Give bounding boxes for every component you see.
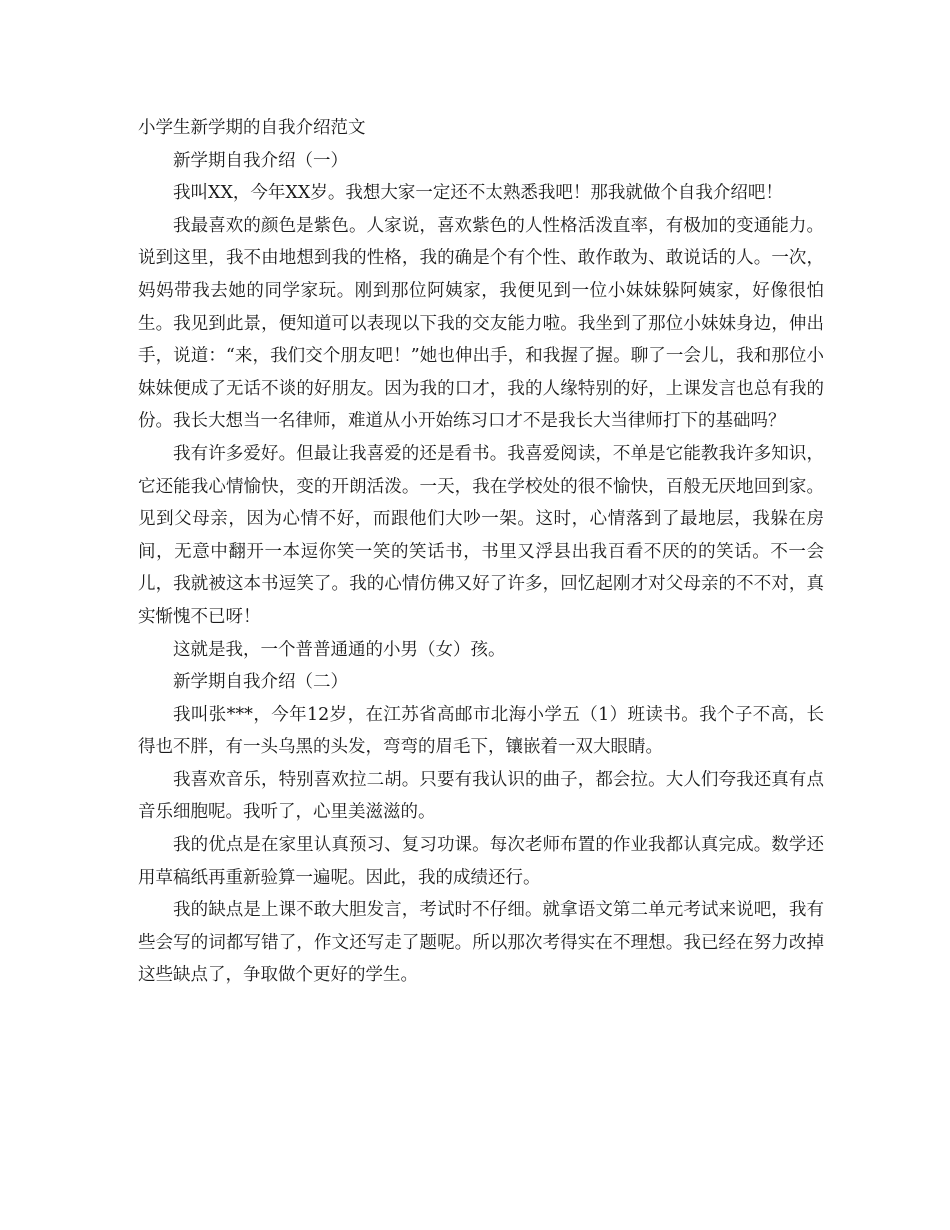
paragraph: 我喜欢音乐，特别喜欢拉二胡。只要有我认识的曲子，都会拉。大人们夸我还真有点音乐细胞呢。我听了，心里美滋滋的。 xyxy=(138,769,824,823)
section-heading-2: 新学期自我介绍（二） xyxy=(173,672,348,693)
document-title: 小学生新学期的自我介绍范文 xyxy=(138,118,366,138)
paragraph: 我叫张***，今年12岁，在江苏省高邮市北海小学五（1）班读书。我个子不高，长得也不胖，有一头乌黑的头发，弯弯的眉毛下，镶嵌着一双大眼睛。 xyxy=(138,704,824,758)
paragraph: 我叫XX，今年XX岁。我想大家一定还不太熟悉我吧！那我就做个自我介绍吧！ xyxy=(173,183,783,204)
section-heading-1: 新学期自我介绍（一） xyxy=(173,150,348,171)
paragraph: 这就是我，一个普普通通的小男（女）孩。 xyxy=(173,639,506,660)
paragraph: 我的优点是在家里认真预习、复习功课。每次老师布置的作业我都认真完成。数学还用草稿纸再重新验算一遍呢。因此，我的成绩还行。 xyxy=(138,835,824,888)
paragraph: 我有许多爱好。但最让我喜爱的还是看书。我喜爱阅读，不单是它能教我许多知识，它还能我心情愉快，变的开朗活泼。一天，我在学校处的很不愉快，百般无厌地回到家。见到父母亲，因为心情不好，而跟他们大吵一架。这时，心情落到了最地层，我躲在房间，无意中翻开一本逗你笑一笑的笑话书，书里又浮县出我百看不厌的的笑话。不一会儿，我就被这本书逗笑了。我的心情仿佛又好了许多，回忆起刚才对父母亲的不不对，真实惭愧不已呀！ xyxy=(138,443,824,627)
paragraph: 我的缺点是上课不敢大胆发言，考试时不仔细。就拿语文第二单元考试来说吧，我有些会写的词都写错了，作文还写走了题呢。所以那次考得实在不理想。我已经在努力改掉这些缺点了，争取做个更好的学生。 xyxy=(138,900,824,986)
paragraph: 我最喜欢的颜色是紫色。人家说，喜欢紫色的人性格活泼直率，有极加的变通能力。说到这里，我不由地想到我的性格，我的确是个有个性、敢作敢为、敢说话的人。一次，妈妈带我去她的同学家玩。刚到那位阿姨家，我便见到一位小妹妹躲阿姨家，好像很怕生。我见到此景，便知道可以表现以下我的交友能力啦。我坐到了那位小妹妹身边，伸出手，说道：“来，我们交个朋友吧！”她也伸出手，和我握了握。聊了一会儿，我和那位小妹妹便成了无话不谈的好朋友。因为我的口才，我的人缘特别的好，上课发言也总有我的份。我长大想当一名律师，难道从小开始练习口才不是我长大当律师打下的基础吗？ xyxy=(138,215,824,432)
document-page xyxy=(138,112,824,992)
